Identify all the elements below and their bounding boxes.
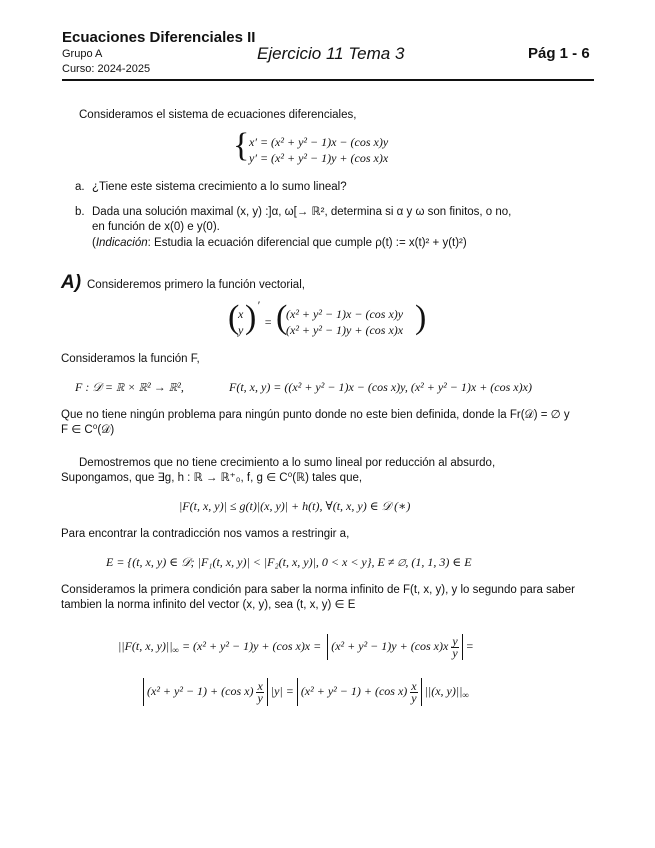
norm1-end: = [465, 638, 474, 653]
set-definition: E = {(t, x, y) ∈ 𝒟; |F₁(t, x, y)| < |F₂(t, x, y)|, 0 < x < y}, E ≠ ∅, (1, 1, 3) ∈ E [106, 555, 472, 569]
frac-num-x: x [257, 678, 263, 693]
frac-num-x: x [411, 678, 417, 693]
question-b-line1: Dada una solución maximal (x, y) :]α, ω[→ ℝ², determina si α y ω son finitos, o no, [92, 206, 512, 218]
function-definition: F(t, x, y) = ((x² + y² − 1)x − (cos x)y, (x² + y² − 1)x + (cos x)x) [229, 380, 532, 394]
section-a-intro: Consideremos primero la función vectorial, [87, 279, 305, 291]
abs-bar [421, 678, 422, 706]
function-domain: F : 𝒟 = ℝ × ℝ² → ℝ², [75, 380, 184, 394]
system-brace: { [233, 127, 250, 164]
norm1-middle: = (x² + y² − 1)y + (cos x)x = [181, 638, 322, 653]
page-number: Pág 1 - 6 [528, 45, 590, 62]
vector-x: x [238, 307, 244, 321]
question-b-line2: en función de x(0) e y(0). [92, 221, 220, 233]
paragraph-2-line1: Demostremos que no tiene crecimiento a lo sumo lineal por reducción al absurdo, [79, 457, 496, 469]
system-eq1: x′ = (x² + y² − 1)x − (cos x)y [249, 135, 389, 149]
vector-prime: ′ [257, 298, 260, 312]
paragraph-1-line1: Que no tiene ningún problema para ningún punto donde no este bien definida, donde la Fr(𝒟) = ∅ y [61, 409, 570, 421]
question-b-hint [92, 236, 467, 250]
rhs-right-paren: ) [415, 299, 427, 336]
norm2-c: (x² + y² − 1) + (cos x) [300, 683, 408, 698]
vector-left-paren: ( [228, 299, 240, 336]
frac-den-x: y [257, 690, 263, 705]
vector-rhs-row1: (x² + y² − 1)x − (cos x)y [286, 307, 404, 321]
abs-bar [327, 634, 328, 660]
norm-line2 [143, 678, 469, 706]
norm-line1 [118, 634, 474, 660]
fraction-y-over-y [451, 633, 458, 660]
frac-den-y: y [452, 645, 458, 660]
function-intro: Consideramos la función F, [61, 353, 200, 365]
vector-equals: = [264, 315, 273, 329]
system-eq2: y′ = (x² + y² − 1)y + (cos x)x [249, 151, 389, 165]
frac-num-y: y [452, 633, 458, 648]
header-rule [62, 79, 594, 81]
vector-y: y [238, 323, 244, 337]
vector-rhs-row2: (x² + y² − 1)y + (cos x)x [286, 323, 404, 337]
growth-inequality: |F(t, x, y)| ≤ g(t)|(x, y)| + h(t), ∀(t, x, y) ∈ 𝒟 (∗) [179, 499, 411, 513]
norm1-rhs: (x² + y² − 1)y + (cos x)x [331, 638, 449, 653]
course-year: Curso: 2024-2025 [62, 63, 151, 75]
norm1-lhs: ||F(t, x, y)|| [118, 638, 173, 653]
section-a-label: A) [61, 272, 82, 293]
norm2-d: ||(x, y)|| [424, 683, 463, 698]
abs-bar [267, 678, 268, 706]
vector-right-paren: ) [245, 299, 257, 336]
question-a: ¿Tiene este sistema crecimiento a lo sumo lineal? [92, 181, 347, 193]
paragraph-3-line1: Consideramos la primera condición para saber la norma infinito de F(t, x, y), y lo segundo para saber [61, 584, 575, 596]
paragraph-3-line2: tambien la norma infinito del vector (x, y), sea (t, x, y) ∈ E [61, 599, 356, 611]
abs-bar [143, 678, 144, 706]
rhs-left-paren: ( [276, 299, 288, 336]
abs-bar [462, 634, 463, 660]
abs-bar [297, 678, 298, 706]
group-label: Grupo A [62, 48, 103, 60]
question-a-marker: a. [75, 181, 85, 193]
norm2-b: |y| = [270, 683, 294, 698]
statement-intro: Consideramos el sistema de ecuaciones diferenciales, [79, 109, 357, 121]
course-title: Ecuaciones Diferenciales II [62, 29, 256, 46]
fraction-x-over-y [410, 678, 417, 705]
hint-open: ( [92, 237, 96, 249]
frac-den-x: y [411, 690, 417, 705]
restrict-intro: Para encontrar la contradicción nos vamos a restringir a, [61, 528, 350, 540]
question-b-marker: b. [75, 206, 85, 218]
norm2-sub: ∞ [462, 690, 469, 701]
hint-word: Indicación [95, 237, 148, 249]
paragraph-2-line2: Supongamos, que ∃g, h : ℝ → ℝ⁺₀, f, g ∈ C⁰(ℝ) tales que, [61, 472, 363, 484]
hint-rest: : Estudia la ecuación diferencial que cumple ρ(t) := x(t)² + y(t)²) [147, 237, 467, 249]
paragraph-1-line2: F ∈ C⁰(𝒟) [61, 424, 115, 436]
fraction-x-over-y [256, 678, 263, 705]
norm2-a: (x² + y² − 1) + (cos x) [147, 683, 254, 698]
exercise-title: Ejercicio 11 Tema 3 [257, 44, 405, 63]
norm1-sub: ∞ [172, 645, 179, 656]
